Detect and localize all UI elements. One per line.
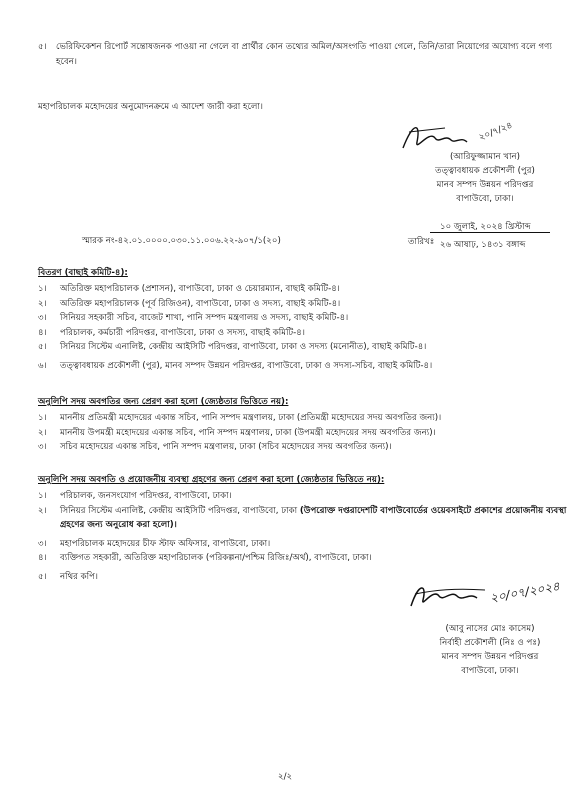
list-item: ২। অতিরিক্ত মহাপরিচালক (পূর্ব রিজিওন), বাপাউবো, ঢাকা ও সদস্য, বাছাই কমিটি-৪। — [38, 298, 341, 309]
signer-1-office: মানব সম্পদ উন্নয়ন পরিদপ্তর — [436, 180, 534, 190]
list-item: ১। মাননীয় প্রতিমন্ত্রী মহোদয়ের একান্ত সচিব, পানি সম্পদ মন্ত্রণালয়, ঢাকা (প্রতিমন্ত্রী মহোদয়ের সদয় অবগতির জন্য)। — [38, 413, 442, 423]
signer-2-office: মানব সম্পদ উন্নয়ন পরিদপ্তর — [441, 652, 539, 662]
date-gregorian: ১০ জুলাই, ২০২৪ খ্রিস্টাব্দ — [440, 222, 531, 232]
list-item: ৬। তত্ত্বাবধায়ক প্রকৌশলী (পুর), মানব সম্পদ উন্নয়ন পরিদপ্তর, বাপাউবো, ঢাকা ও সদস্য-সচিব, বাছাই কমিটি-৪। — [38, 360, 433, 371]
point-5 — [38, 40, 558, 70]
signer-1-place: বাপাউবো, ঢাকা। — [456, 194, 514, 204]
copy-action-item-2-bold: (উপরোক্ত দপ্তরাদেশটি বাপাউবোর্ডের ওয়েবসাইটে প্রকাশের প্রয়োজনীয় ব্যবস্থা গ্রহণের জন্য অনুরোধ করা হলো)। — [60, 505, 567, 530]
signer-2-name: (আবু নাসের মোঃ কাসেম) — [445, 624, 535, 634]
date-label: তারিখঃ — [408, 237, 435, 247]
copy-info-list — [38, 411, 568, 455]
list-item: ৩। মহাপরিচালক মহোদয়ের চীফ স্টাফ অফিসার, বাপাউবো, ঢাকা। — [38, 538, 271, 549]
point-5-text: ভেরিফিকেশন রিপোর্ট সন্তোষজনক পাওয়া না গেলে বা প্রার্থীর কোন তথ্যের অমিল/অসংগতি পাওয়া গেলে, তিনি/তারা নিয়োগের অযোগ্য বলে গণ্য হবেন। — [56, 42, 552, 67]
signer-2-title: নির্বাহী প্রকৌশলী (নিঃ ও পঃ) — [439, 638, 541, 648]
approval-line: মহাপরিচালক মহোদয়ের অনুমোদনক্রমে এ আদেশ জারী করা হলো। — [38, 102, 263, 112]
distribution-list — [38, 282, 568, 373]
list-item: ৪। ব্যক্তিগত সহকারী, অতিরিক্ত মহাপরিচালক (পরিকল্পনা/পশ্চিম রিজিঃ/অর্থ), বাপাউবো, ঢাকা। — [38, 553, 372, 563]
signer-1-name: (আরিফুজ্জামান খান) — [449, 152, 521, 162]
memo-reference: স্মারক নং-৪২.০১.০০০০.০৩০.১১.০০৬.২২-৯০৭/১(২০) — [82, 236, 281, 246]
copy-action-title: অনুলিপি সদয় অবগতি ও প্রয়োজনীয় ব্যবস্থা গ্রহণের জন্য প্রেরণ করা হলো (জ্যেষ্ঠতার ভিত্তিতে নয়): — [38, 475, 385, 485]
date-divider — [430, 232, 550, 233]
signer-1-block — [420, 150, 550, 206]
list-item: ৪। পরিচালক, কর্মচারী পরিদপ্তর, বাপাউবো, ঢাকা ও সদস্য, বাছাই কমিটি-৪। — [38, 327, 305, 338]
list-item: ১। পরিচালক, জনসংযোগ পরিদপ্তর, বাপাউবো, ঢাকা। — [38, 491, 232, 501]
signature-2 — [405, 578, 495, 614]
signer-2-place: বাপাউবো, ঢাকা। — [461, 666, 519, 676]
list-item: ২। মাননীয় উপমন্ত্রী মহোদয়ের একান্ত সচিব, পানি সম্পদ মন্ত্রণালয়, ঢাকা (উপমন্ত্রী মহোদয়ের সদয় অবগতির জন্য)। — [38, 427, 436, 438]
date-bangla: ২৬ আষাঢ়, ১৪৩১ বঙ্গাব্দ — [440, 240, 526, 250]
signature-1-date: ২০/৭/২৪ — [477, 120, 515, 144]
list-item: ৩। সচিব মহোদয়ের একান্ত সচিব, পানি সম্পদ মন্ত্রণালয়, ঢাকা (সচিব মহোদয়ের সদয় অবগতির জন্য)। — [38, 442, 392, 452]
signature-2-date: ২০/০৭/২০২৪ — [488, 579, 561, 606]
signer-2-block — [415, 622, 565, 678]
list-item: ৩। সিনিয়র সহকারী সচিব, বাজেট শাখা, পানি সম্পদ মন্ত্রণালয় ও সদস্য, বাছাই কমিটি-৪। — [38, 313, 349, 323]
copy-action-list — [38, 489, 568, 584]
page-number: ২/২ — [278, 772, 293, 782]
list-item: ২। সিনিয়র সিস্টেম এনালিষ্ট, কেন্দ্রীয় আইসিটি পরিদপ্তর, বাপাউবো, ঢাকা (উপরোক্ত দপ্তরাদেশটি বাপাউবোর্ডের ওয়েবসাইটে প্রকাশের প্রয়োজনীয় ব্যবস্থা গ্রহণের জন্য অনুরোধ করা হলো)। — [38, 505, 567, 530]
copy-info-title: অনুলিপি সদয় অবগতির জন্য প্রেরণ করা হলো (জ্যেষ্ঠতার ভিত্তিতে নয়): — [38, 397, 289, 407]
copy-action-item-2-text: সিনিয়র সিস্টেম এনালিষ্ট, কেন্দ্রীয় আইসিটি পরিদপ্তর, বাপাউবো, ঢাকা — [60, 505, 298, 516]
signer-1-title: তত্ত্বাবধায়ক প্রকৌশলী (পুর) — [435, 166, 535, 176]
list-item: ৫। নথির কপি। — [38, 571, 98, 582]
list-item: ৫। সিনিয়র সিস্টেম এনালিষ্ট, কেন্দ্রীয় আইসিটি পরিদপ্তর, বাপাউবো, ঢাকা ও সদস্য (মনোনীত), বাছাই কমিটি-৪। — [38, 342, 427, 352]
point-5-number: ৫। — [38, 42, 47, 52]
distribution-title: বিতরণ (বাছাই কমিটি-৪): — [38, 268, 128, 278]
list-item: ১। অতিরিক্ত মহাপরিচালক (প্রশাসন), বাপাউবো, ঢাকা ও চেয়ারম্যান, বাছাই কমিটি-৪। — [38, 284, 340, 294]
